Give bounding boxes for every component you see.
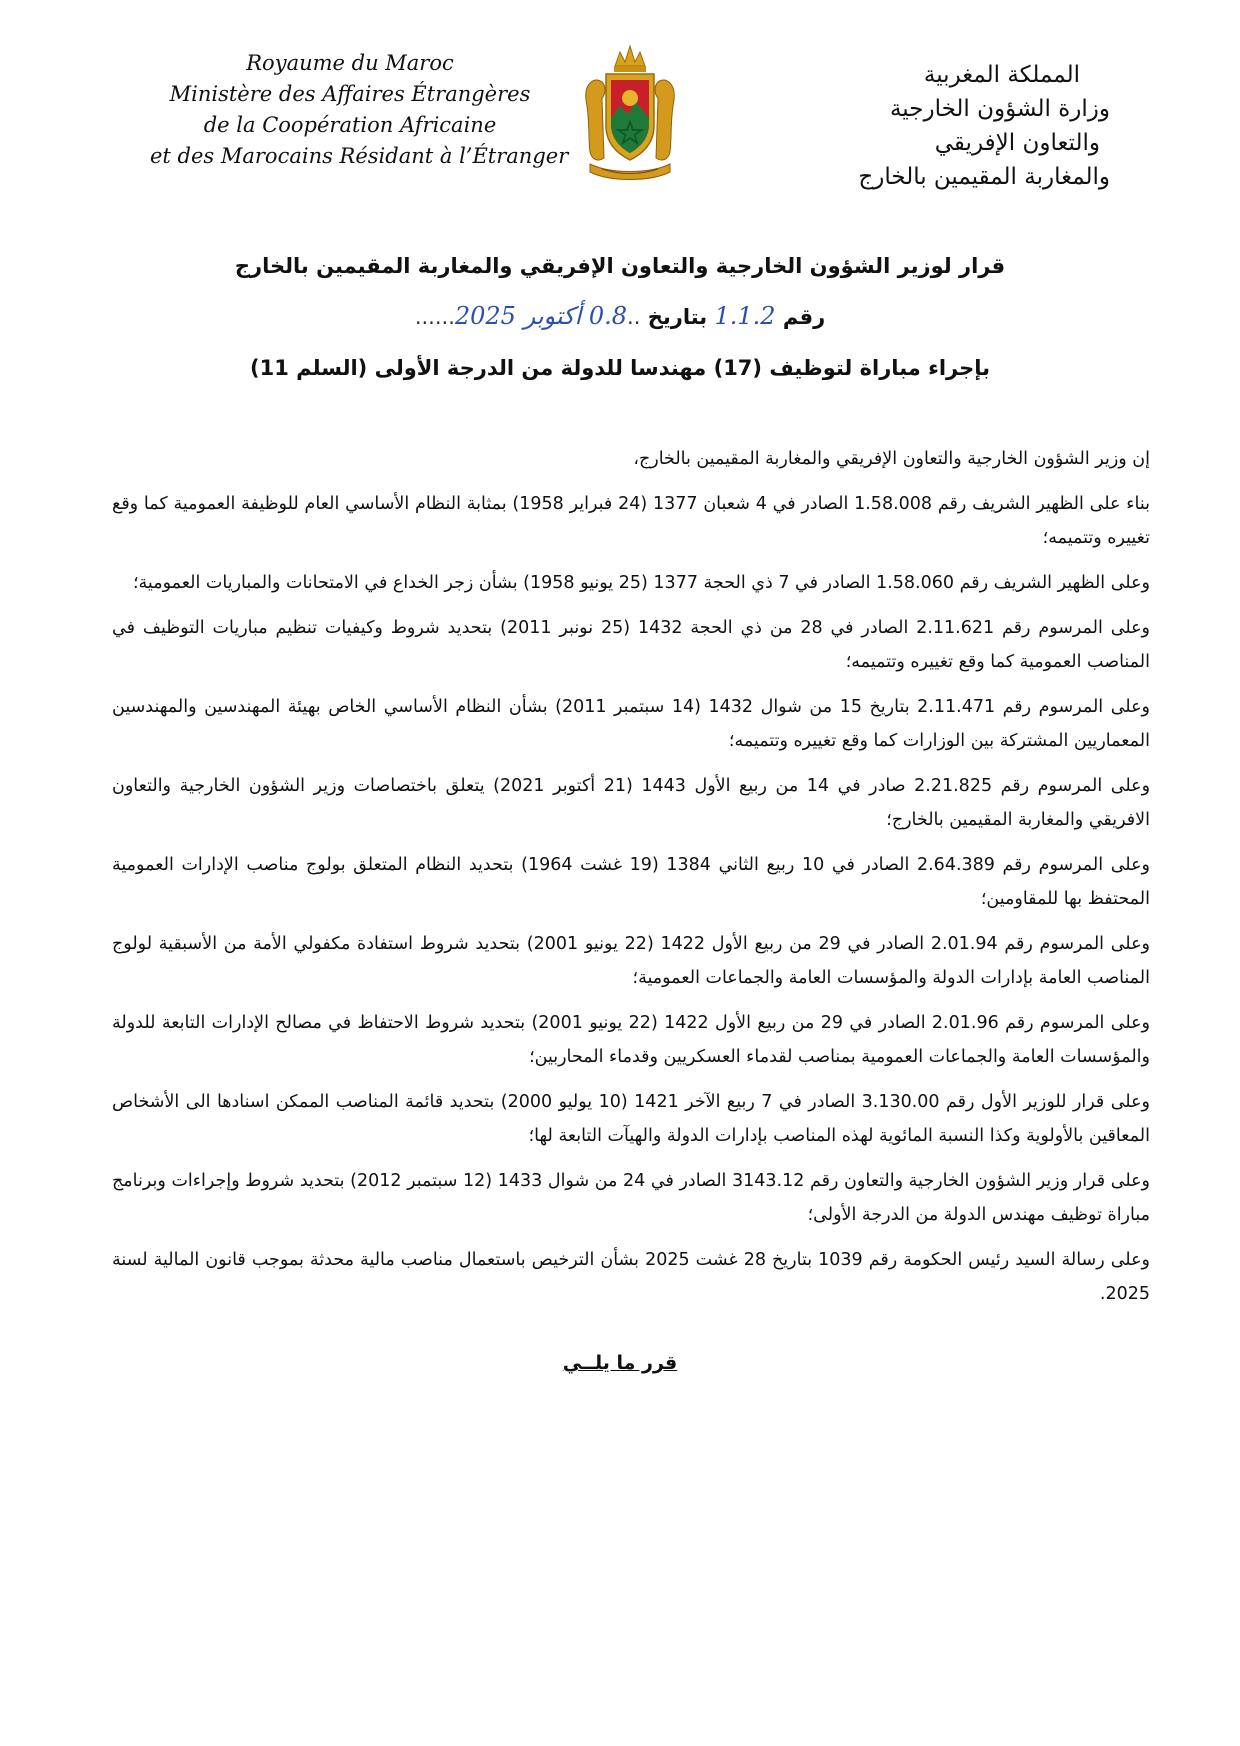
header-arabic-line: وزارة الشؤون الخارجية	[889, 96, 1110, 122]
decree-subject: بإجراء مباراة لتوظيف (17) مهندسا للدولة من الدرجة الأولى (السلم 11)	[250, 356, 990, 380]
decree-body	[112, 442, 1150, 1322]
body-paragraph: وعلى الظهير الشريف رقم 1.58.060 الصادر في 7 ذي الحجة 1377 (25 يونيو 1958) بشأن زجر الخداع في الامتحانات والمباريات العمومية؛	[132, 573, 1150, 593]
header-arabic-line: والمغاربة المقيمين بالخارج	[858, 164, 1110, 190]
body-paragraph: وعلى المرسوم رقم 2.11.471 بتاريخ 15 من شوال 1432 (14 سبتمبر 2011) بشأن النظام الأساسي الخاص بهيئة المهندسين والمهندسين المعماريين المشتركة بين الوزارات كما وقع تغييره وتتميمه؛	[112, 697, 1150, 751]
header-french-line: et des Marocains Résidant à l’Étranger	[150, 144, 569, 168]
header-french	[150, 48, 569, 172]
body-paragraph: بناء على الظهير الشريف رقم 1.58.008 الصادر في 4 شعبان 1377 (24 فبراير 1958) بمثابة النظام الأساسي العام للوظيفة العمومية كما وقع تغييره وتتميمه؛	[112, 494, 1150, 548]
decision-heading: قرر ما يلــي	[562, 1352, 678, 1374]
body-paragraph: وعلى قرار وزير الشؤون الخارجية والتعاون رقم 3143.12 الصادر في 24 من شوال 1433 (12 سبتمبر 2012) بتحديد شروط وإجراءات وبرنامج مباراة توظيف مهندس الدولة من الدرجة الأولى؛	[112, 1171, 1151, 1225]
body-paragraph: وعلى المرسوم رقم 2.01.96 الصادر في 29 من ربيع الأول 1422 (22 يونيو 2001) بتحديد شروط الاحتفاظ في مصالح الإدارات التابعة للدولة والمؤسسات العامة والجماعات العمومية بمناصب لقدماء العسكريين وقدماء المحاربين؛	[112, 1013, 1151, 1067]
header-french-line: Royaume du Maroc	[246, 51, 454, 75]
decree-number: 1.1.2	[714, 302, 776, 330]
header-arabic	[750, 58, 1110, 194]
decree-number-line: رقم 1.1.2 بتاريخ ..0.8 أكتوبر 2025......	[414, 302, 826, 330]
header-arabic-line: والتعاون الإفريقي	[934, 130, 1100, 156]
body-paragraph: وعلى المرسوم رقم 2.01.94 الصادر في 29 من ربيع الأول 1422 (22 يونيو 2001) بتحديد شروط استفادة مكفولي الأمة من الأسبقية لولوج المناصب العامة بإدارات الدولة والمؤسسات العامة والجماعات العمومية؛	[112, 934, 1150, 988]
header-french-line: de la Coopération Africaine	[203, 113, 497, 137]
number-prefix: رقم	[782, 305, 826, 329]
decree-title: قرار لوزير الشؤون الخارجية والتعاون الإفريقي والمغاربة المقيمين بالخارج	[234, 254, 1006, 278]
body-paragraph: وعلى قرار للوزير الأول رقم 3.130.00 الصادر في 7 ربيع الآخر 1421 (10 يوليو 2000) بتحديد قائمة المناصب الممكن اسنادها الى الأشخاص المعاقين بالأولوية وكذا النسبة المائوية لهذه المناصب بإدارات الدولة والهيآت التابعة لها؛	[112, 1092, 1150, 1146]
decree-date: 0.8 أكتوبر 2025	[454, 302, 628, 330]
body-paragraph: وعلى المرسوم رقم 2.64.389 الصادر في 10 ربيع الثاني 1384 (19 غشت 1964) بتحديد النظام المتعلق بولوج مناصب الإدارات العمومية المحتفظ بها للمقاومين؛	[112, 855, 1150, 909]
header-arabic-line: المملكة المغربية	[923, 62, 1080, 88]
header-french-line: Ministère des Affaires Étrangères	[169, 82, 531, 106]
body-paragraph: وعلى رسالة السيد رئيس الحكومة رقم 1039 بتاريخ 28 غشت 2025 بشأن الترخيص باستعمال مناصب مالية محدثة بموجب قانون المالية لسنة 2025.	[112, 1250, 1150, 1304]
date-prefix: بتاريخ	[647, 305, 708, 329]
body-paragraph: وعلى المرسوم رقم 2.21.825 صادر في 14 من ربيع الأول 1443 (21 أكتوبر 2021) يتعلق باختصاصات وزير الشؤون الخارجية والتعاون الافريقي والمغاربة المقيمين بالخارج؛	[112, 776, 1151, 830]
moroccan-coat-of-arms-icon	[580, 40, 680, 182]
body-paragraph: وعلى المرسوم رقم 2.11.621 الصادر في 28 من ذي الحجة 1432 (25 نونبر 2011) بتحديد شروط وكيفيات تنظيم مباريات التوظيف في المناصب العمومية كما وقع تغييره وتتميمه؛	[112, 618, 1151, 672]
body-paragraph: إن وزير الشؤون الخارجية والتعاون الإفريقي والمغاربة المقيمين بالخارج،	[633, 449, 1150, 469]
